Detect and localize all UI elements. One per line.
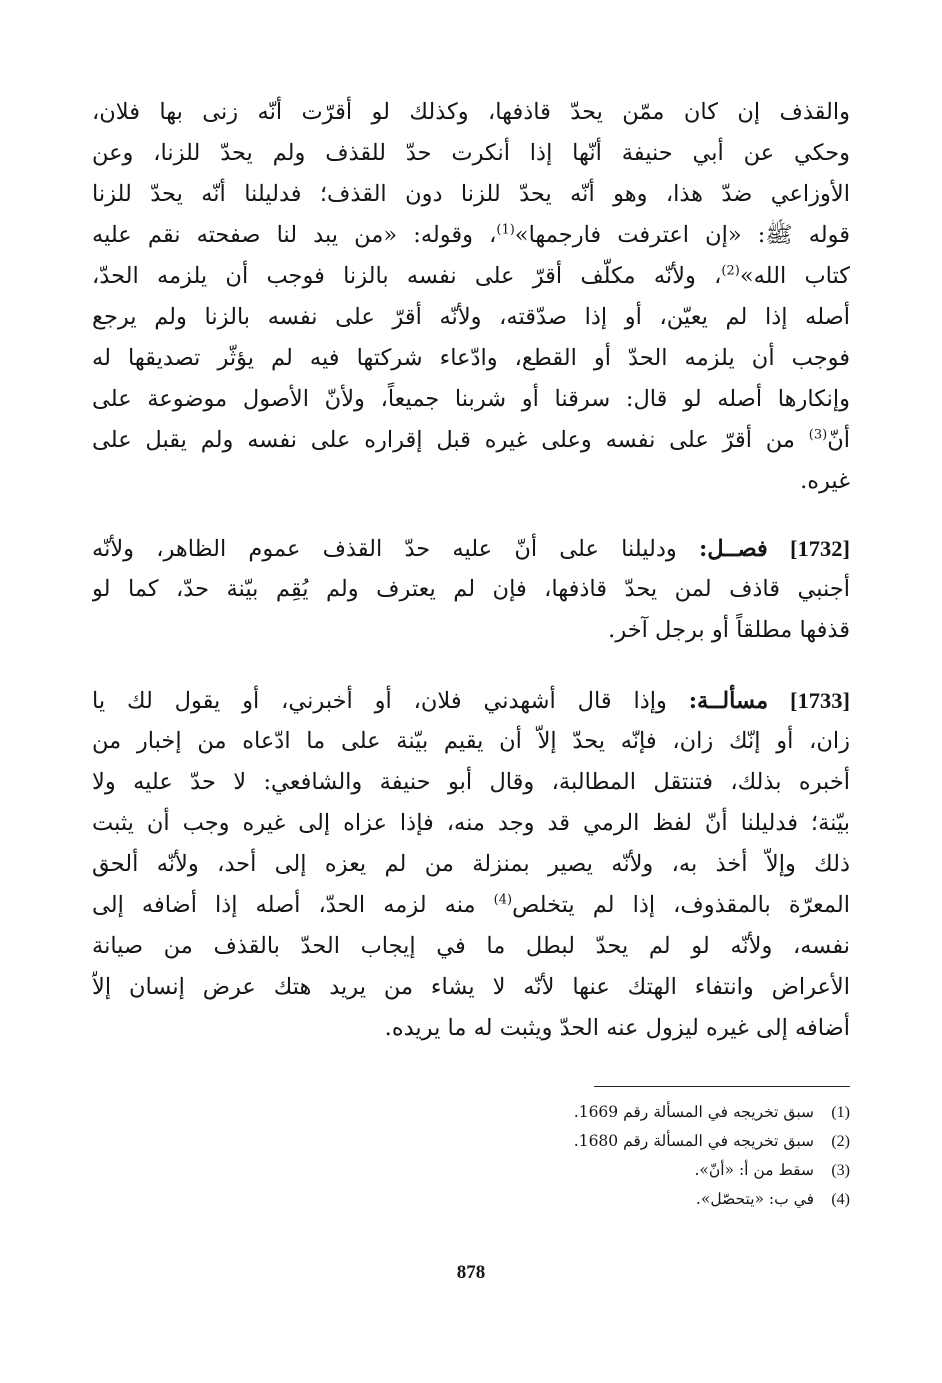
- footnote-number: (1): [831, 1104, 850, 1121]
- footnote-number: (3): [831, 1162, 850, 1179]
- line-text: قوله ﷺ: «إن اعترفت فارجمها»: [514, 222, 850, 248]
- paragraph-1: [92, 92, 850, 502]
- text-line: قذفها مطلقاً أو برجل آخر.: [608, 617, 850, 643]
- text-line: أجنبي قاذف لمن يحدّ قاذفها، فإن لم يعترف ولم يُقِم بيّنة حدّ، كما لو: [92, 576, 850, 602]
- footnote: [350, 1127, 850, 1156]
- footnote-text: سقط من أ: «أنّ».: [694, 1161, 814, 1179]
- footnote-ref-1: (1): [496, 222, 515, 238]
- text-line: ذلك وإلاّ أخذ به، ولأنّه يصير بمنزلة من لم يعزه إلى أحد، ولأنّه ألحق: [92, 851, 850, 877]
- line-text: كتاب الله»: [739, 263, 850, 289]
- text-line: أخبره بذلك، فتنتقل المطالبة، وقال أبو حنيفة والشافعي: لا حدّ عليه ولا: [92, 769, 850, 795]
- footnote: [350, 1156, 850, 1185]
- text-line: [92, 680, 850, 721]
- text-line: أصله إذا لم يعيّن، أو إذا صدّقته، ولأنّه أقرّ على نفسه بالزنا ولم يرجع: [92, 304, 850, 330]
- line-text: من أقرّ على نفسه وعلى غيره قبل إقراره على نفسه ولم يقبل على: [92, 427, 809, 453]
- paragraph-1733: [92, 680, 850, 1049]
- text-line: [92, 528, 850, 569]
- text-line: فوجب أن يلزمه الحدّ أو القطع، وادّعاء شركتها فيه لم يؤثّر تصديقها له: [92, 345, 850, 371]
- footnote-text: سبق تخريجه في المسألة رقم 1680.: [573, 1132, 814, 1150]
- text-line: [92, 215, 850, 256]
- text-line: وإنكارها أصله لو قال: سرقنا أو شربنا جميعاً، ولأنّ الأصول موضوعة على: [92, 386, 850, 412]
- footnote: [350, 1098, 850, 1127]
- text-line: [92, 256, 850, 297]
- text-line: الأعراض وانتفاء الهتك عنها لأنّه لا يشاء من يريد هتك عرض إنسان إلاّ: [92, 974, 850, 1000]
- footnote: [350, 1185, 850, 1214]
- text-line: غيره.: [800, 468, 850, 494]
- text-line: بيّنة؛ فدليلنا أنّ لفظ الرمي قد وجد منه، فإذا عزاه إلى غيره وجب أن يثبت: [92, 810, 850, 836]
- footnotes: [350, 1098, 850, 1214]
- paragraph-1732: [92, 528, 850, 651]
- section-keyword: مسألــة:: [688, 688, 769, 714]
- text-line: والقذف إن كان ممّن يحدّ قاذفها، وكذلك لو أقرّت أنّه زنى بها فلان،: [92, 99, 850, 125]
- line-text: ودليلنا على أنّ عليه حدّ القذف عموم الظاهر، ولأنّه: [92, 536, 699, 562]
- line-text: أنّ: [827, 427, 850, 453]
- footnote-ref-2: (2): [721, 263, 740, 279]
- line-text: منه لزمه الحدّ، أصله إذا أضافه إلى: [92, 892, 494, 918]
- footnote-divider: [594, 1086, 850, 1087]
- text-line: وحكي عن أبي حنيفة أنّها إذا أنكرت حدّ للقذف ولم يحدّ للزنا، وعن: [92, 140, 850, 166]
- page-number: 878: [456, 1262, 486, 1283]
- footnote-ref-3: (3): [808, 427, 828, 443]
- text-line: [92, 420, 850, 461]
- footnote-ref-4: (4): [493, 892, 513, 908]
- issue-number: [1733]: [790, 688, 850, 713]
- text-line: الأوزاعي ضدّ هذا، وهو أنّه يحدّ للزنا دون القذف؛ فدليلنا أنّه يحدّ للزنا: [92, 181, 850, 207]
- text-line: [92, 885, 850, 926]
- footnote-number: (4): [831, 1191, 850, 1208]
- line-text: ، ولأنّه مكلّف أقرّ على نفسه بالزنا فوجب أن يلزمه الحدّ،: [92, 263, 722, 289]
- footnote-number: (2): [831, 1133, 850, 1150]
- footnote-text: سبق تخريجه في المسألة رقم 1669.: [573, 1103, 814, 1121]
- line-text: المعرّة بالمقذوف، إذا لم يتخلص: [512, 892, 850, 918]
- text-line: زان، أو إنّك زان، فإنّه يحدّ إلاّ أن يقيم بيّنة على ما ادّعاه من إخبار من: [92, 728, 850, 754]
- section-keyword: فصــل:: [698, 536, 768, 562]
- line-text: ، وقوله: «من يبد لنا صفحته نقم عليه: [92, 222, 497, 248]
- footnote-text: في ب: «يتحصّل».: [695, 1190, 814, 1208]
- text-line: أضافه إلى غيره ليزول عنه الحدّ ويثبت له ما يريده.: [384, 1015, 850, 1041]
- line-text: وإذا قال أشهدني فلان، أو أخبرني، أو يقول لك يا: [92, 688, 689, 714]
- text-line: نفسه، ولأنّه لو لم يحدّ لبطل ما في إيجاب الحدّ بالقذف من صيانة: [92, 933, 850, 959]
- issue-number: [1732]: [790, 536, 850, 561]
